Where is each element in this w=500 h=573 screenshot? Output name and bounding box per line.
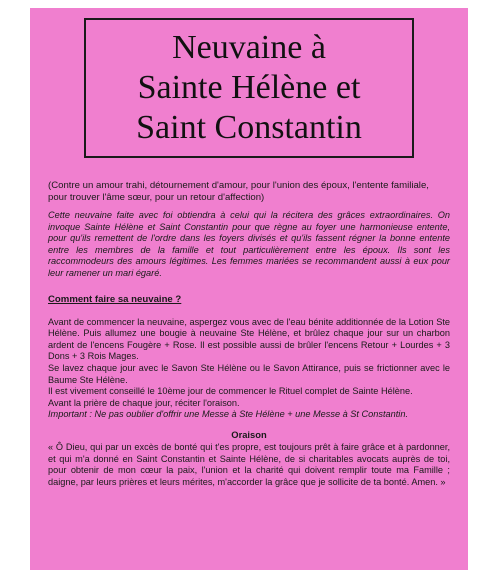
important-note [48,409,450,421]
howto-line-4: Avant la prière de chaque jour, réciter l'oraison. [48,397,240,408]
important-label: Important : [48,409,92,420]
title-line-3: Saint Constantin [136,109,362,146]
title-line-2: Sainte Hélène et [137,69,361,106]
intro-paragraph: Cette neuvaine faite avec foi obtiendra à celui qui la récitera des grâces extraordinaires. On invoque Sainte Hélène et Saint Constantin pour que règne au foyer une harmonieuse entente, pour qu'ils remettent de l'ordre dans les foyers divisés et qu'ils fassent régner la bonne entente entre les membres de la famille et tout particulièrement entre les époux. Ils sont les raccommodeurs des amours légitimes. Les femmes mariées se recommandent aussi à eux pour leur ramener un mari égaré. [48,210,450,278]
howto-paragraph [48,317,450,421]
subtitle: (Contre un amour trahi, détournement d'amour, pour l'union des époux, l'entente familiale, pour trouver l'âme sœur, pour un retour d'affection) [48,180,429,203]
howto-heading: Comment faire sa neuvaine ? [48,293,182,305]
title-line-1: Neuvaine à [172,29,326,66]
oraison-text: « Ô Dieu, qui par un excès de bonté qui t'es propre, est toujours prêt à faire grâce et à pardonner, et qui m'a donné en Saint Constantin et Sainte Hélène, de si charitables avocats auprès de toi, pour obtenir de mon cœur la paix, l'union et la charité qui doivent remplir toute ma Famille ; daigne, par leurs prières et leurs mérites, m'accorder la grâce que je sollicite de ta bonté. Amen. » [48,441,450,487]
howto-line-3: Il est vivement conseillé le 10ème jour de commencer le Rituel complet de Sainte Hélène. [48,386,413,397]
howto-line-1: Avant de commencer la neuvaine, aspergez vous avec de l'eau bénite additionnée de la Lotion Ste Hélène. Puis allumez une bougie à neuvaine Ste Hélène, et brûlez chaque jour sur un charbon ardent de l'encens Fougère + Rose. Il est possible aussi de brûler l'encens Retour + Lourdes + 3 Dons + 3 Rois Mages. [48,316,450,362]
pink-leaflet [30,8,468,570]
oraison-title: Oraison [231,428,267,440]
howto-line-2: Se lavez chaque jour avec le Savon Ste Hélène ou le Savon Attirance, puis se frictionner avec le Baume Ste Hélène. [48,362,450,385]
title-box [84,18,414,158]
important-text: Ne pas oublier d'offrir une Messe à Ste Hélène + une Messe à St Constantin. [91,409,409,420]
